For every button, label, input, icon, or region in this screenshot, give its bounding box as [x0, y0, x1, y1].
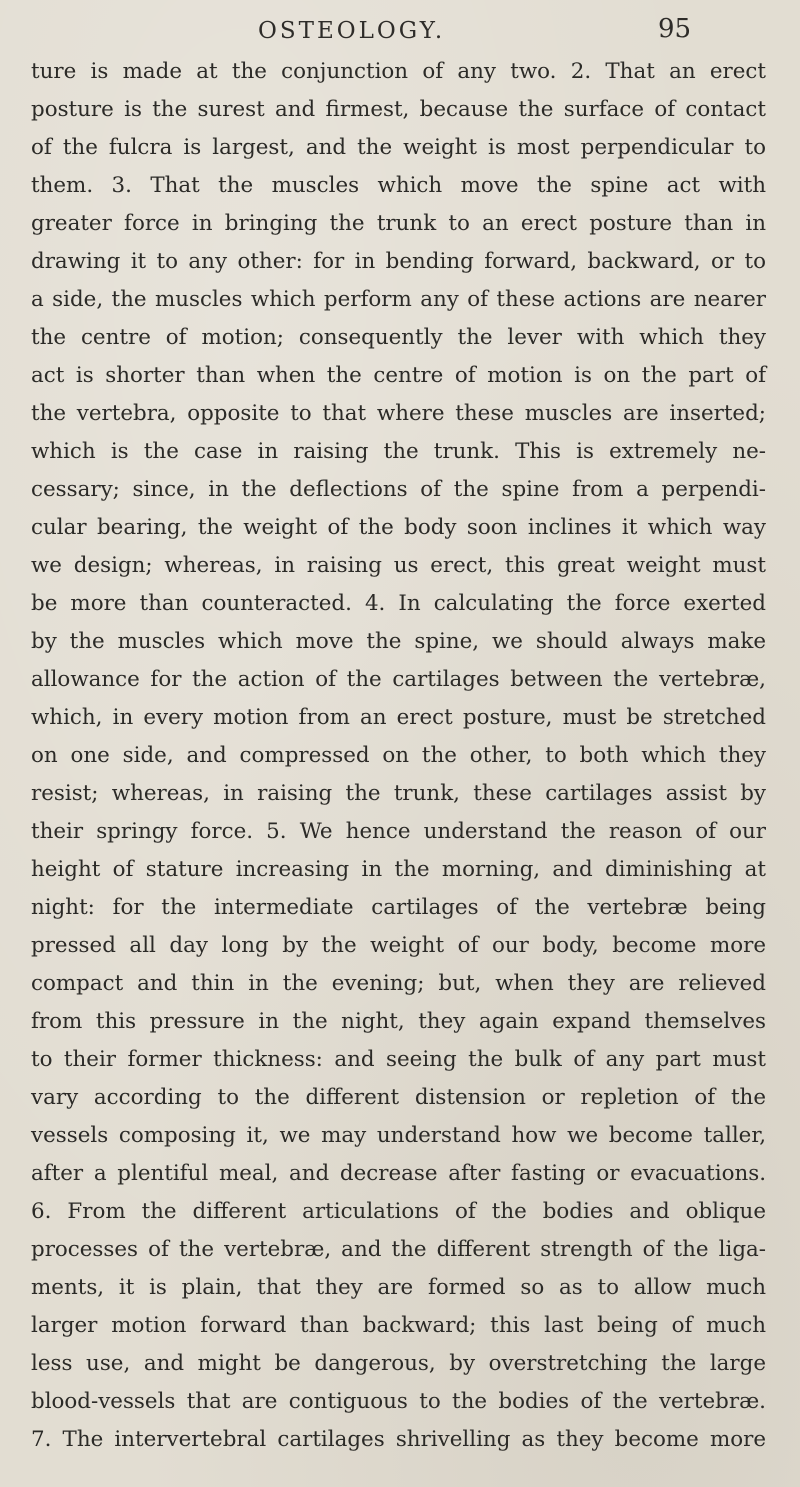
text-line: cular bearing, the weight of the body soon inclines it which way — [31, 515, 766, 540]
text-line: blood-vessels that are contiguous to the bodies of the vertebræ. — [31, 1389, 766, 1414]
text-line: of the fulcra is largest, and the weight is most perpendicular to — [31, 135, 766, 160]
page-number: 95 — [658, 14, 692, 44]
text-line: night: for the intermediate cartilages of the vertebræ being — [31, 895, 766, 920]
text-line: their springy force. 5. We hence understand the reason of our — [31, 819, 766, 844]
text-line: 6. From the different articulations of the bodies and oblique — [31, 1199, 766, 1224]
text-line: the vertebra, opposite to that where these muscles are inserted; — [31, 401, 766, 426]
text-line: drawing it to any other: for in bending forward, backward, or to — [31, 249, 766, 274]
text-line: height of stature increasing in the morning, and diminishing at — [31, 857, 766, 882]
text-line: less use, and might be dangerous, by overstretching the large — [31, 1351, 766, 1376]
text-line: vessels composing it, we may understand how we become taller, — [31, 1123, 766, 1148]
text-line: we design; whereas, in raising us erect, this great weight must — [31, 553, 766, 578]
text-line: by the muscles which move the spine, we should always make — [31, 629, 766, 654]
text-line: pressed all day long by the weight of our body, become more — [31, 933, 766, 958]
text-line: to their former thickness: and seeing the bulk of any part must — [31, 1047, 766, 1072]
text-line: which, in every motion from an erect posture, must be stretched — [31, 705, 766, 730]
text-line: ments, it is plain, that they are formed so as to allow much — [31, 1275, 766, 1300]
text-line: greater force in bringing the trunk to an erect posture than in — [31, 211, 766, 236]
text-line: the centre of motion; consequently the lever with which they — [31, 325, 766, 350]
text-line: after a plentiful meal, and decrease after fasting or evacuations. — [31, 1161, 766, 1186]
text-line: act is shorter than when the centre of motion is on the part of — [31, 363, 766, 388]
text-line: vary according to the different distension or repletion of the — [31, 1085, 766, 1110]
text-line: posture is the surest and firmest, because the surface of contact — [31, 97, 766, 122]
text-line: 7. The intervertebral cartilages shrivelling as they become more — [31, 1427, 766, 1452]
text-line: them. 3. That the muscles which move the spine act with — [31, 173, 766, 198]
text-line: resist; whereas, in raising the trunk, these cartilages assist by — [31, 781, 766, 806]
text-line: which is the case in raising the trunk. This is extremely ne- — [31, 439, 766, 464]
text-line: allowance for the action of the cartilages between the vertebræ, — [31, 667, 766, 692]
text-line: be more than counteracted. 4. In calculating the force exerted — [31, 591, 766, 616]
running-title: OSTEOLOGY. — [258, 18, 446, 44]
text-line: cessary; since, in the deflections of the spine from a perpendi- — [31, 477, 766, 502]
text-line: compact and thin in the evening; but, when they are relieved — [31, 971, 766, 996]
text-line: larger motion forward than backward; this last being of much — [31, 1313, 766, 1338]
running-head — [0, 12, 800, 52]
text-line: on one side, and compressed on the other, to both which they — [31, 743, 766, 768]
text-line: a side, the muscles which perform any of these actions are nearer — [31, 287, 766, 312]
text-line: processes of the vertebræ, and the different strength of the liga- — [31, 1237, 766, 1262]
text-line: ture is made at the conjunction of any two. 2. That an erect — [31, 59, 766, 84]
text-line: from this pressure in the night, they again expand themselves — [31, 1009, 766, 1034]
